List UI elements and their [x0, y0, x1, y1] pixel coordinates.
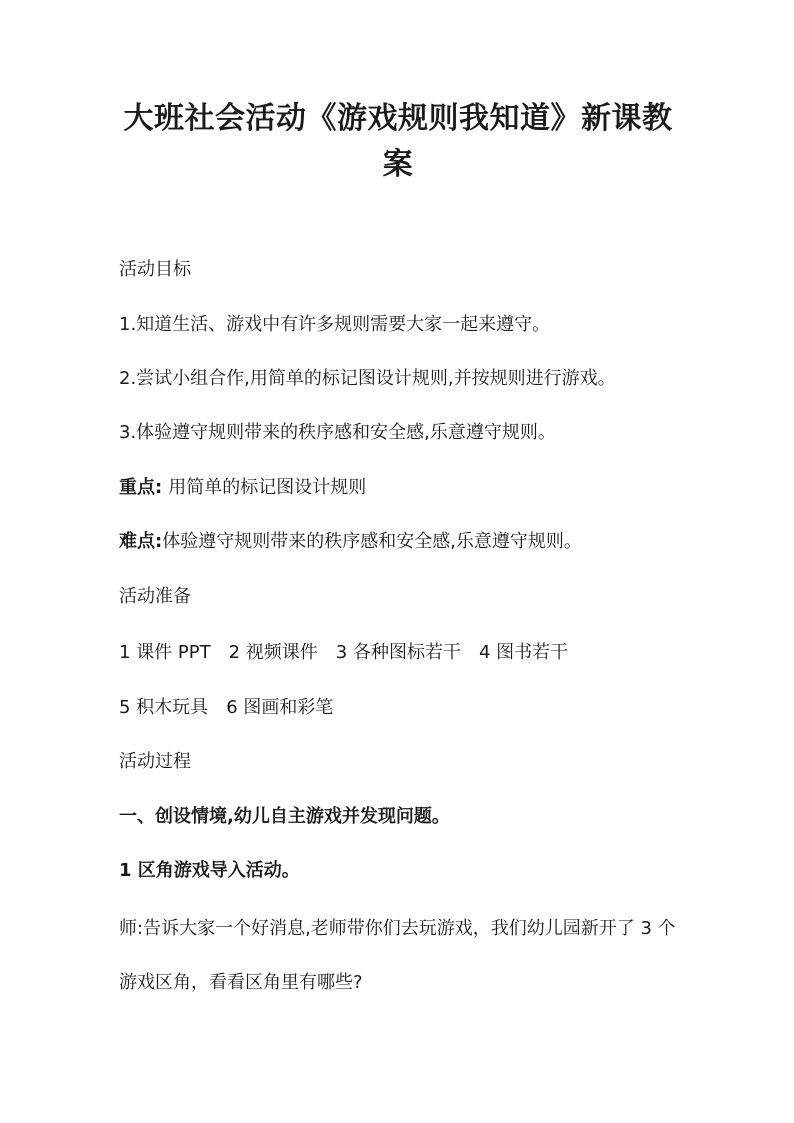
document-title: 大班社会活动《游戏规则我知道》新课教案 — [123, 101, 673, 182]
prep-item: 1 课件 PPT — [119, 642, 211, 663]
key-point — [119, 476, 366, 500]
prep-row-1 — [119, 641, 568, 665]
goal-item-1: 1.知道生活、游戏中有许多规则需要大家一起来遵守。 — [119, 314, 551, 335]
goals-heading: 活动目标 — [119, 259, 191, 280]
step-1-heading: 一、创设情境,幼儿自主游戏并发现问题。 — [119, 806, 450, 827]
goal-item-2: 2.尝试小组合作,用简单的标记图设计规则,并按规则进行游戏。 — [119, 368, 616, 389]
key-point-text: 用简单的标记图设计规则 — [168, 477, 367, 498]
prep-item: 5 积木玩具 — [119, 697, 209, 718]
teacher-speech: 师:告诉大家一个好消息,老师带你们去玩游戏，我们幼儿园新开了 3 个游戏区角，看看区角里有哪些? — [119, 918, 676, 993]
goal-item-3: 3.体验遵守规则带来的秩序感和安全感,乐意遵守规则。 — [119, 422, 556, 443]
prep-item: 4 图书若干 — [478, 642, 569, 663]
difficulty-point — [119, 530, 582, 554]
prep-item: 6 图画和彩笔 — [226, 697, 334, 718]
key-point-label: 重点: — [119, 477, 163, 498]
process-heading: 活动过程 — [119, 751, 191, 772]
difficulty-text: 体验遵守规则带来的秩序感和安全感,乐意遵守规则。 — [162, 531, 582, 552]
prep-heading: 活动准备 — [119, 586, 191, 607]
step-1-1-heading: 1 区角游戏导入活动。 — [119, 860, 300, 881]
prep-item: 3 各种图标若干 — [335, 642, 461, 663]
prep-row-2 — [119, 696, 333, 720]
prep-item: 2 视频课件 — [228, 642, 318, 663]
difficulty-label: 难点: — [119, 531, 163, 552]
